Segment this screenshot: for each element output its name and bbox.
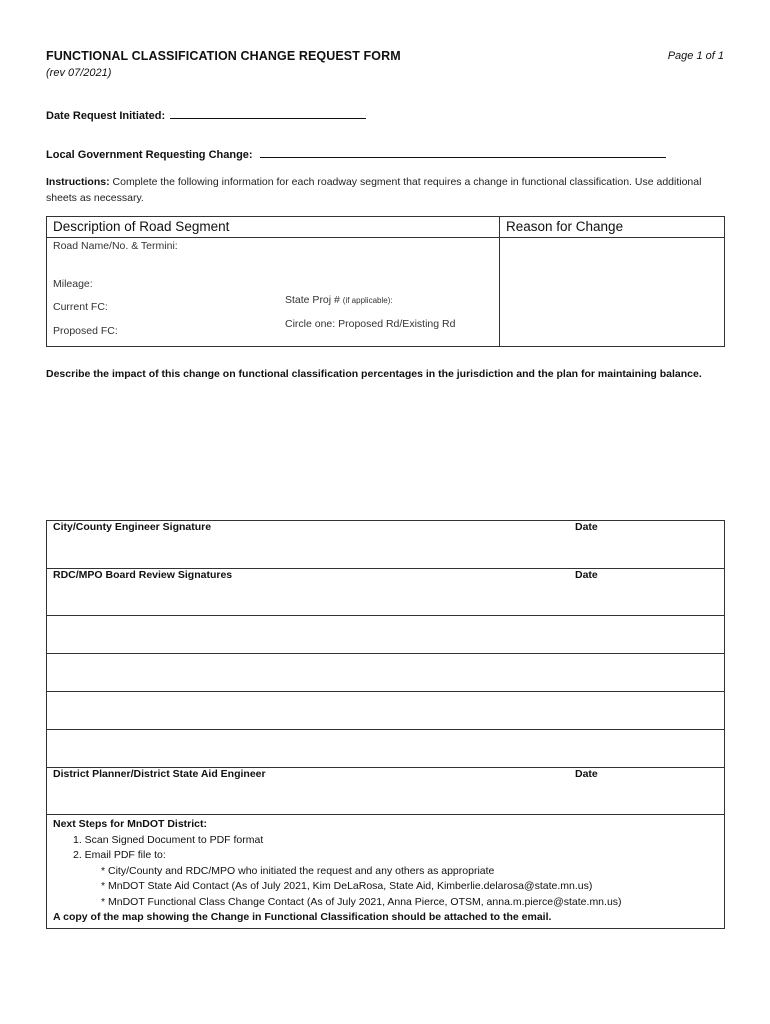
mileage-label: Mileage: [53, 278, 93, 290]
next-step-bullet-2: * MnDOT State Aid Contact (As of July 2021, Kim DeLaRosa, State Aid, Kimberlie.delarosa@state.mn.us) [101, 880, 593, 892]
state-proj-text: State Proj # [285, 294, 340, 306]
date-request-field[interactable] [170, 107, 366, 119]
reason-cell[interactable] [500, 238, 725, 347]
local-gov-row [46, 146, 666, 161]
signature-table [46, 520, 725, 929]
road-name-label: Road Name/No. & Termini: [53, 240, 178, 252]
segment-table [46, 216, 725, 347]
district-signature-label[interactable]: District Planner/District State Aid Engineer [47, 768, 570, 815]
form-title: FUNCTIONAL CLASSIFICATION CHANGE REQUEST FORM [46, 49, 401, 63]
instructions [46, 174, 726, 206]
impact-response-area[interactable] [46, 386, 725, 514]
engineer-date-label[interactable]: Date [569, 521, 725, 569]
rdc-signature-line-4[interactable] [47, 730, 725, 768]
rdc-date-label[interactable]: Date [569, 569, 725, 616]
impact-prompt: Describe the impact of this change on functional classification percentages in the jurisdiction and the plan for maintaining balance. [46, 368, 702, 380]
page-number: Page 1 of 1 [667, 50, 724, 62]
next-step-1: 1. Scan Signed Document to PDF format [73, 833, 264, 846]
state-proj-label [285, 294, 393, 306]
col-description-header: Description of Road Segment [47, 217, 500, 238]
next-steps-footer: A copy of the map showing the Change in Functional Classification should be attached to the email. [53, 911, 552, 923]
next-step-bullet-1: * City/County and RDC/MPO who initiated the request and any others as appropriate [101, 864, 495, 877]
next-steps-title: Next Steps for MnDOT District: [53, 818, 208, 830]
instructions-text: Complete the following information for each roadway segment that requires a change in functional classification. Use additional sheets as necessary. [46, 176, 702, 204]
date-request-row [46, 107, 366, 122]
rdc-signature-line-2[interactable] [47, 654, 725, 692]
local-gov-label: Local Government Requesting Change: [46, 149, 253, 161]
description-cell[interactable] [47, 238, 500, 347]
instructions-label: Instructions: [46, 176, 110, 188]
current-fc-label: Current FC: [53, 301, 108, 313]
rdc-signature-label[interactable]: RDC/MPO Board Review Signatures [47, 569, 570, 616]
rdc-signature-line-3[interactable] [47, 692, 725, 730]
proposed-fc-label: Proposed FC: [53, 325, 118, 337]
rdc-signature-line-1[interactable] [47, 616, 725, 654]
col-reason-header: Reason for Change [500, 217, 725, 238]
date-request-label: Date Request Initiated: [46, 110, 166, 122]
engineer-signature-label[interactable]: City/County Engineer Signature [47, 521, 570, 569]
circle-one-label: Circle one: Proposed Rd/Existing Rd [285, 318, 456, 330]
next-step-bullet-3: * MnDOT Functional Class Change Contact (As of July 2021, Anna Pierce, OTSM, anna.m.pierce@state.mn.us) [101, 895, 622, 908]
form-revision: (rev 07/2021) [46, 67, 112, 79]
local-gov-field[interactable] [260, 146, 666, 158]
state-proj-note: (if applicable): [342, 296, 393, 305]
district-date-label[interactable]: Date [569, 768, 725, 815]
next-steps-box [47, 815, 725, 929]
next-step-2: 2. Email PDF file to: [73, 849, 166, 861]
